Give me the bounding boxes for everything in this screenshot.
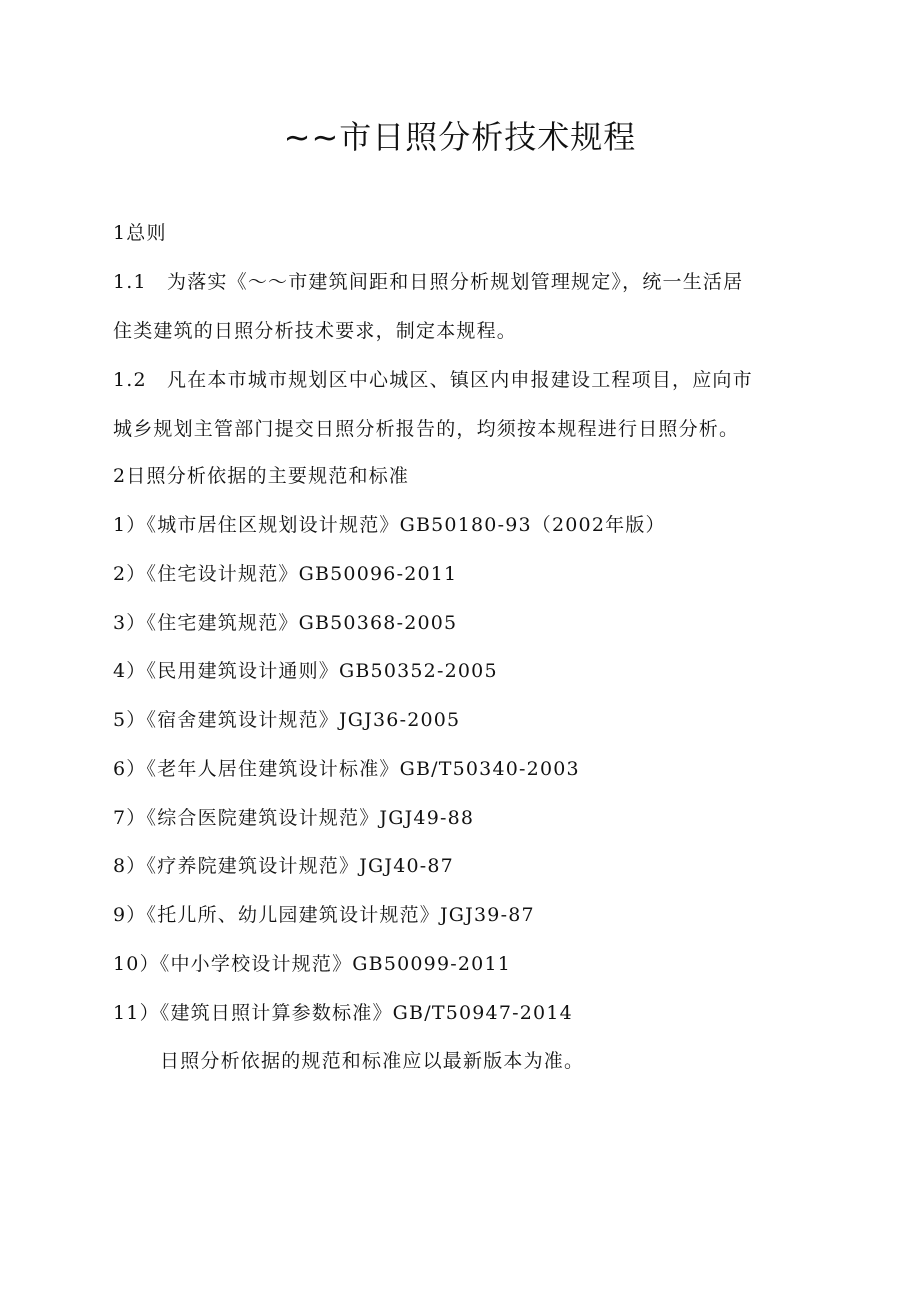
standard-item-8: 8）《疗养院建筑设计规范》JGJ40-87 xyxy=(113,855,454,877)
standard-item-7: 7）《综合医院建筑设计规范》JGJ49-88 xyxy=(113,807,475,829)
standard-item-1: 1）《城市居住区规划设计规范》GB50180-93（2002年版） xyxy=(113,514,666,536)
standard-item-9: 9）《托儿所、幼儿园建筑设计规范》JGJ39-87 xyxy=(113,904,535,926)
standard-item-4: 4）《民用建筑设计通则》GB50352-2005 xyxy=(113,660,498,682)
standard-item-10: 10）《中小学校设计规范》GB50099-2011 xyxy=(113,953,512,975)
document-title: ~~市日照分析技术规程 xyxy=(283,118,637,156)
standard-item-2: 2）《住宅设计规范》GB50096-2011 xyxy=(113,563,458,585)
clause-1-2-line-1: 1.2 凡在本市城市规划区中心城区、镇区内申报建设工程项目，应向市 xyxy=(113,369,753,391)
section-heading-general: 1总则 xyxy=(113,222,167,244)
standard-item-6: 6）《老年人居住建筑设计标准》GB/T50340-2003 xyxy=(113,758,580,780)
closing-note: 日照分析依据的规范和标准应以最新版本为准。 xyxy=(160,1050,585,1072)
clause-1-1-line-1: 1.1 为落实《～～市建筑间距和日照分析规划管理规定》，统一生活居 xyxy=(113,271,744,293)
clause-1-2-line-2: 城乡规划主管部门提交日照分析报告的，均须按本规程进行日照分析。 xyxy=(113,418,740,440)
standard-item-11: 11）《建筑日照计算参数标准》GB/T50947-2014 xyxy=(113,1002,573,1024)
section-heading-standards: 2日照分析依据的主要规范和标准 xyxy=(113,465,410,487)
standard-item-5: 5）《宿舍建筑设计规范》JGJ36-2005 xyxy=(113,709,461,731)
standard-item-3: 3）《住宅建筑规范》GB50368-2005 xyxy=(113,612,458,634)
clause-1-1-line-2: 住类建筑的日照分析技术要求，制定本规程。 xyxy=(113,320,518,342)
